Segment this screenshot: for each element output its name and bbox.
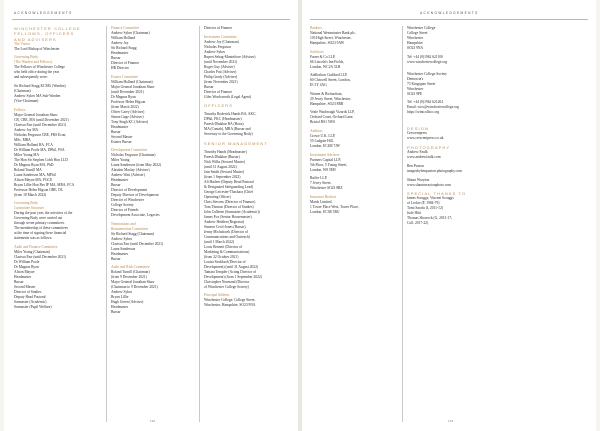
- text-line: www.winchestercollege.org: [407, 59, 448, 64]
- text-line: Andrew Sykes: [111, 236, 133, 241]
- text-line: Rupert Sebag-Montefiore (Adviser): [204, 54, 256, 59]
- text-line: Tel: +44 (0)1962 621100: [407, 54, 443, 59]
- text-line: Operating Officer): [204, 194, 231, 199]
- text-line: Dr William Poole: [14, 259, 40, 264]
- text-line: Winchester College Society: [407, 71, 447, 76]
- text-line: Simon Gage (Adviser): [111, 114, 144, 119]
- text-line: Philip Grady (Adviser): [204, 74, 238, 79]
- subsection-heading: Development Committee: [111, 148, 148, 153]
- text-line: George Leicester-Thackara (Chief: [204, 189, 254, 194]
- text-line: Bryan Lillie: [111, 295, 129, 300]
- text-line: Surmaster (Pupil Welfare): [14, 304, 52, 309]
- running-head: ACKNOWLEDGEMENTS: [420, 11, 479, 15]
- text-line: 29 Jewry Street, Winchester,: [310, 96, 352, 101]
- text-line: 55 Ludgate Hill,: [310, 138, 334, 143]
- subsection-heading: Remuneration Committee: [111, 226, 149, 231]
- text-line: Director of Finance: [204, 89, 233, 94]
- text-line: Crescentpress: [407, 131, 427, 136]
- text-line: Addleshaw Goddard LLP,: [310, 73, 348, 78]
- text-line: Andrew Faulk: [407, 150, 428, 155]
- subsection-heading: Insurance Brokers: [310, 194, 337, 199]
- text-line: Director of Friends: [111, 208, 139, 213]
- text-line: Bursar: [111, 183, 121, 188]
- text-line: Laura Sanderson (from May 2022): [111, 163, 162, 168]
- text-line: Roland Turnill MA: [14, 167, 42, 172]
- text-line: Christopher Normand (Director: [204, 279, 250, 284]
- text-line: Hampshire: [407, 41, 423, 45]
- left-column-2: [106, 26, 196, 422]
- section-heading: WINCHESTER COLLEGE: [14, 26, 81, 31]
- text-line: Andrew Sykes (Chairman): [111, 31, 150, 35]
- text-line: Estates Bursar: [111, 139, 132, 144]
- text-line: Warner & Richardson,: [310, 91, 343, 96]
- text-line: Alison Mayne MA, PGCE: [14, 177, 53, 182]
- text-line: Director of Winchester: [111, 198, 144, 203]
- text-line: Bursar: [14, 279, 24, 284]
- text-line: College Street: [407, 31, 428, 35]
- text-line: The membership of these committees: [14, 226, 68, 231]
- text-line: The Lord Bishop of Winchester: [14, 46, 60, 51]
- text-line: Andrew Joy (Chairman): [204, 39, 239, 44]
- text-line: statements was as follows:: [14, 236, 53, 241]
- text-line: Hampshire, SO23 9AW: [310, 41, 345, 45]
- text-line: Bristol BS1 5WS: [310, 120, 335, 125]
- text-line: Second Master: [111, 134, 133, 139]
- text-line: Miles Young: [111, 158, 130, 163]
- text-line: Tel: +44 (0)1962 621204: [407, 100, 444, 105]
- text-line: (until 31 August 2022): [204, 164, 237, 169]
- text-line: (from 1 September 2022): [204, 174, 241, 179]
- text-line: Bryan Lillie Hon Res IP MA, MBA, FCA: [14, 182, 75, 187]
- text-line: (from March 2022): [111, 104, 139, 109]
- text-line: EC1Y 4AG: [310, 83, 327, 88]
- right-column-2: [402, 26, 492, 422]
- text-line: Director of Finance: [204, 26, 233, 30]
- text-line: Nicholas Ferguson CBE, FRS Econ,: [14, 132, 67, 137]
- text-line: Partners Capital LLP,: [310, 157, 341, 162]
- text-line: Winchester, Hampshire, SO23 9NA: [204, 303, 256, 308]
- text-line: of Winchester College Society): [204, 284, 249, 289]
- text-line: Bursar: [111, 56, 121, 60]
- text-line: Professor Helen Higson OBE, DL: [14, 187, 64, 192]
- text-line: MSc, MBA: [14, 137, 31, 142]
- text-line: John Cullerne (Surmaster (Academic)): [204, 209, 260, 214]
- text-line: Nicholas Ferguson (Chairman): [111, 153, 156, 158]
- text-line: Andrew Watt (Adviser): [111, 173, 145, 178]
- section-heading: FELLOWS, OFFICERS: [14, 31, 75, 37]
- text-line: During the past year, the activities of the: [14, 211, 73, 216]
- text-line: (from 18 March 2022): [14, 192, 47, 197]
- text-line: 103 High Street, Winchester,: [310, 36, 352, 40]
- text-line: imagesbybenpuxton.photography.com: [407, 168, 462, 173]
- subsection-heading: Solicitors: [310, 49, 324, 54]
- text-line: Timothy Roderick Hands BA, AKC,: [204, 112, 257, 117]
- text-line: Email: wics@winchestercollege.org: [407, 105, 459, 110]
- text-line: College Society: [111, 203, 134, 208]
- text-line: National Westminster Bank plc,: [310, 31, 356, 35]
- subsection-heading: Audit and Risk Committee: [111, 265, 150, 270]
- text-line: https://wintcollsoc.org: [407, 110, 440, 115]
- text-line: Winchester: [407, 86, 424, 91]
- text-line: Second Master: [14, 284, 36, 289]
- text-line: Crowe U.K. LLP,: [310, 133, 336, 138]
- text-line: London, EC4M 7JW: [310, 143, 341, 148]
- text-line: Bursar: [111, 129, 121, 134]
- subsection-heading: Nominations and: [111, 221, 136, 226]
- text-line: (Chairman to 9 December 2021): [111, 285, 158, 290]
- text-line: 7 Jewry Street,: [310, 181, 332, 186]
- text-line: Roland Turnill (Chairman): [111, 270, 150, 275]
- text-line: Clarissa Farr (until December 2021): [14, 122, 67, 127]
- text-line: Headmaster: [111, 251, 129, 256]
- text-line: CB, CBE, MA (until December 2021): [14, 117, 69, 122]
- text-line: Director of Studies: [14, 289, 42, 294]
- text-line: (from 9 December 2021): [111, 275, 147, 280]
- text-line: 60 Chiswell Street, London,: [310, 78, 351, 83]
- text-line: Director of Development: [111, 188, 148, 193]
- text-line: William Holland: [111, 36, 136, 40]
- text-line: Winchester: [407, 36, 424, 40]
- text-line: Clarissa Farr (until December 2021): [14, 254, 67, 259]
- text-line: & Designated Safeguarding Lead): [204, 184, 254, 189]
- text-line: (from 22 October 2021): [204, 254, 239, 259]
- subsection-heading: Governing Body: [14, 201, 39, 206]
- text-line: www.andrewfaulk.com: [407, 155, 441, 160]
- section-heading: OFFICERS: [204, 103, 234, 109]
- text-line: Laura Sanderson MA, MPhil: [14, 172, 56, 177]
- section-heading: SENIOR MANAGEMENT: [204, 140, 268, 146]
- text-line: Orchard Court, Orchard Lane,: [310, 115, 354, 120]
- text-line: 5th Floor, 5 Young Street,: [310, 162, 348, 167]
- text-line: Sir Richard Stagg: [111, 46, 137, 50]
- text-line: DPhil, FKC (Headmaster): [204, 117, 242, 122]
- text-line: (until 1 March 2022): [204, 239, 235, 244]
- text-line: Thomas Shorrock (G, 2013-17;: [407, 216, 453, 221]
- text-line: Deputy Director of Development: [111, 193, 159, 198]
- text-line: who held office during the year: [14, 70, 60, 75]
- text-line: The Hon Sir Stephen Cobb Hon LLD: [14, 157, 68, 162]
- text-line: Bursar: [204, 84, 214, 89]
- section-heading: SPECIAL THANKS TO: [407, 191, 467, 197]
- subsection-heading: Governing Body: [14, 55, 39, 60]
- text-line: Farrer & Co LLP,: [310, 54, 336, 59]
- left-page: [4, 0, 298, 431]
- text-line: Deputy Head Pastoral: [14, 294, 46, 299]
- text-line: Simeon Cecil-Jones (Bursar): [204, 224, 246, 229]
- text-line: Communications and Outreach): [204, 234, 250, 239]
- text-line: Marketing & Communications): [204, 249, 250, 254]
- page-number: 112: [150, 419, 155, 423]
- text-line: Major General Jonathan Shaw: [111, 84, 155, 89]
- text-line: Chris Stevens (Director of Finance): [204, 199, 256, 204]
- text-line: Hugh Green (Adviser): [111, 300, 144, 305]
- text-line: Jude Hitti: [407, 211, 422, 216]
- text-line: Timothy Hands (Headmaster): [204, 149, 247, 154]
- text-line: Hampshire, SO23 8RR: [310, 101, 344, 106]
- page-number: 113: [448, 419, 453, 423]
- text-line: Headmaster: [111, 178, 129, 183]
- text-line: Bursar: [111, 310, 121, 315]
- text-line: Shaun Wrayton: [407, 177, 430, 182]
- text-line: Director of Finance: [111, 61, 140, 65]
- text-line: Andrew Sykes: [204, 49, 226, 54]
- subsection-heading: Investment Advisers: [310, 152, 340, 157]
- subsection-heading: Estates Committee: [111, 74, 139, 79]
- text-line: Development Associate, Legacies: [111, 213, 160, 218]
- text-line: The Fellows of Winchester College: [14, 65, 65, 70]
- text-line: Oliver Carey (Adviser): [111, 109, 145, 114]
- text-line: MA (Cantab), MBA (Bursar and: [204, 127, 251, 132]
- subsection-heading: Audit and Finance Committee: [14, 244, 58, 249]
- text-line: Major General Jonathan Shaw: [14, 112, 58, 117]
- text-line: London, WC2A 3LH: [310, 64, 341, 69]
- text-line: Ruffer LLP,: [310, 176, 328, 181]
- text-line: Tomi Sarafu (I, 2011-12): [407, 206, 443, 211]
- text-line: Dr William Poole MA, DPhil, FSA: [14, 147, 65, 152]
- text-line: Ben Puxton: [407, 163, 424, 168]
- subsection-heading: Committee Structure: [14, 206, 45, 211]
- text-line: Jenny Michalczek (Director of: [204, 229, 249, 234]
- text-line: James Fox (Senior Housemaster): [204, 214, 252, 219]
- text-line: Professor Helen Higson: [111, 99, 146, 104]
- text-line: Nicholas Ferguson: [204, 44, 231, 49]
- text-line: 1 Tower Place West, Tower Place,: [310, 204, 359, 209]
- text-line: Winchester College, College Street,: [204, 298, 256, 303]
- left-column-3: [199, 26, 289, 422]
- text-line: (from November 2021): [204, 79, 238, 84]
- text-line: Andrew Sykes MA Sub-Warden: [14, 94, 61, 99]
- text-line: Headmaster: [111, 124, 129, 129]
- text-line: Andrew Joy MA: [14, 127, 39, 132]
- text-line: Miles Young (Chairman): [14, 249, 50, 254]
- text-line: Marsh Limited,: [310, 199, 333, 204]
- text-line: Roger Guy (Adviser): [204, 64, 235, 69]
- text-line: Alison Mayne: [14, 269, 35, 274]
- text-line: Surmaster (Academic): [14, 299, 47, 304]
- subsection-heading: Fellows: [14, 107, 26, 112]
- section-heading: PHOTOGRAPHY: [407, 145, 451, 151]
- text-line: William Holland BA, FCA: [14, 142, 53, 147]
- text-line: Headmaster: [111, 51, 129, 55]
- text-line: through seven primary committees.: [14, 221, 65, 226]
- subsection-heading: Principal Address: [204, 293, 230, 298]
- text-line: London, EC3R 5BU: [310, 209, 340, 214]
- text-line: Jain Smith (Second Master): [204, 169, 245, 174]
- text-line: Headmaster: [14, 274, 32, 279]
- text-line: Nick Wilks (Second Master): [204, 159, 246, 164]
- subsection-heading: (The Warden and Fellows): [14, 60, 53, 65]
- text-line: Winchester College: [407, 26, 436, 30]
- text-line: Tom Thomas (Director of Studies): [204, 204, 254, 209]
- text-line: Alasdair Maclay (Adviser): [111, 168, 150, 173]
- text-line: Louisa Stoddard (Director of: [204, 259, 246, 264]
- header-rule: [310, 19, 588, 20]
- text-line: Development) (until 31 August 2022): [204, 264, 259, 269]
- text-line: Major General Jonathan Shaw: [111, 280, 155, 285]
- text-line: Laura Sanderson: [111, 246, 136, 251]
- text-line: Secretary to the Governing Body): [204, 132, 253, 137]
- text-line: Dr Magnus Ryan MA, PhD: [14, 162, 54, 167]
- text-line: and subsequently were:: [14, 75, 48, 80]
- text-line: Paresh Dhakkar BA (Hons),: [204, 122, 245, 127]
- text-line: Demorcia's: [407, 76, 424, 81]
- section-heading: AND ADVISERS: [14, 36, 57, 42]
- text-line: Winchester SO23 8RZ: [310, 186, 343, 191]
- text-line: Ali Hatfeer (Deputy Head Pastoral: [204, 179, 254, 184]
- text-line: Giles Wordsworth (Legal Agent): [204, 94, 252, 99]
- header-rule: [12, 19, 290, 20]
- section-heading: DESIGN: [407, 126, 429, 132]
- text-line: Sir Richard Stagg KCMG (Warden): [14, 84, 66, 89]
- text-line: (Chairman): [14, 89, 31, 94]
- text-line: Louis Bennett (Director of: [204, 244, 243, 249]
- text-line: Coll, 2017-22): [407, 221, 429, 226]
- running-head: ACKNOWLEDGEMENTS: [14, 11, 73, 15]
- right-column-1: [310, 26, 400, 422]
- text-line: Veale Wasbrough Vizards LLP,: [310, 110, 355, 115]
- text-line: Clarissa Farr (until December 2021): [111, 241, 164, 246]
- text-line: Andrew Joy: [111, 41, 129, 45]
- subsection-heading: Finance Committee: [111, 26, 140, 30]
- text-line: SO23 9PE: [407, 91, 423, 96]
- text-line: (until November 2021): [204, 59, 238, 64]
- text-line: Tony Singh KC (Adviser): [111, 119, 149, 124]
- text-line: of Leckie (F, 1984-79): [407, 201, 440, 206]
- text-line: www.shaunwraytonphoto.com: [407, 182, 451, 187]
- subsection-heading: The Visitor: [14, 41, 31, 46]
- text-line: Bursar: [111, 256, 121, 261]
- text-line: London, W8 5EH: [310, 167, 336, 172]
- text-line: at the time of signing these financial: [14, 231, 67, 236]
- subsection-heading: Investment Committee: [204, 34, 237, 39]
- text-line: Miles Young MA: [14, 152, 40, 157]
- text-line: (Vice-Chairman): [14, 99, 39, 104]
- text-line: William Holland (Chairman): [111, 79, 153, 84]
- text-line: 66 Lincoln's Inn Fields,: [310, 59, 344, 64]
- text-line: Andrew Hedden (Registrar): [204, 219, 245, 224]
- right-page: [302, 0, 596, 431]
- text-line: Development) (from 1 September 2022): [204, 274, 262, 279]
- text-line: Andrew Sykes: [111, 290, 133, 295]
- text-line: Charles Pott (Adviser): [204, 69, 237, 74]
- text-line: SO23 9NA: [407, 46, 424, 50]
- text-line: www.crescentpress.co.uk: [407, 136, 444, 141]
- text-line: Sir Richard Stagg (Chairman): [111, 231, 155, 236]
- subsection-heading: Auditors: [310, 128, 323, 133]
- text-line: Headmaster: [111, 305, 129, 310]
- text-line: James Scruggs, Vincent Scruggs: [407, 196, 454, 201]
- text-line: HR Director: [111, 66, 129, 70]
- text-line: 73 Kingsgate Street: [407, 81, 436, 86]
- text-line: (until December 2021): [111, 89, 144, 94]
- text-line: Dr Magnus Ryan: [14, 264, 39, 269]
- left-column-1: [14, 26, 104, 422]
- subsection-heading: Bankers: [310, 26, 322, 30]
- text-line: Paresh Dhakkar (Bursar): [204, 154, 240, 159]
- text-line: Tamara Templer (Acting Director of: [204, 269, 257, 274]
- text-line: Dr Magnus Ryan: [111, 94, 136, 99]
- text-line: Governing Body were carried out: [14, 216, 63, 221]
